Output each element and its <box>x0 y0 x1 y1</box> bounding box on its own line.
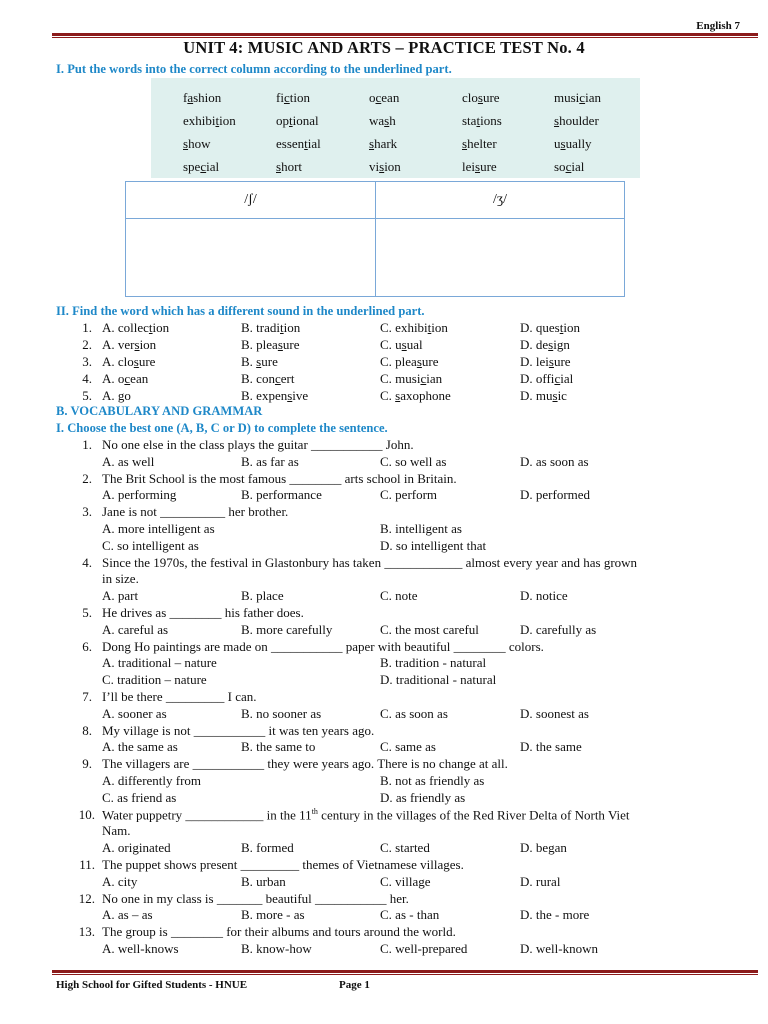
question-text: The group is ________ for their albums and tours around the world. <box>102 924 456 940</box>
underlined-sound: s <box>276 159 282 174</box>
underlined-sound: s <box>369 136 375 151</box>
footer-rule <box>52 970 758 973</box>
question-text: The villagers are ___________ they were years ago. There is no change at all. <box>102 756 508 772</box>
underlined-sound: t <box>215 113 220 128</box>
answer-option: B. the same to <box>241 739 316 755</box>
word-bank-word: essential <box>276 136 321 151</box>
answer-option: A. ocean <box>102 371 149 386</box>
answer-option: C. village <box>380 873 431 889</box>
answer-option: B. sure <box>241 354 278 369</box>
underlined-sound: c <box>124 371 131 386</box>
answer-option: A. go <box>102 388 131 403</box>
word-bank-word: show <box>183 136 211 151</box>
page-title: UNIT 4: MUSIC AND ARTS – PRACTICE TEST No. 4 <box>183 38 585 57</box>
underlined-sound: s <box>287 388 293 403</box>
question-text: He drives as ________ his father does. <box>102 605 304 620</box>
word-bank-word: stations <box>462 113 502 128</box>
underlined-sound: s <box>477 90 483 105</box>
question-text: The Brit School is the most famous ________ arts school in Britain. <box>102 470 457 486</box>
answer-option: D. leisure <box>520 354 571 369</box>
word-bank-word: short <box>276 159 303 174</box>
answer-option: C. musician <box>380 371 443 386</box>
question-text: No one else in the class plays the guitar ___________ John. <box>102 437 414 452</box>
underlined-sound: c <box>554 371 561 386</box>
question-text: No one in my class is _______ beautiful ___________ her. <box>102 890 409 906</box>
answer-option: B. expensive <box>241 388 309 403</box>
underlined-sound: t <box>148 320 153 335</box>
answer-option: B. no sooner as <box>241 705 322 721</box>
answer-option: A. well-knows <box>102 941 179 956</box>
answer-option: A. differently from <box>102 773 202 788</box>
answer-option: C. as friend as <box>102 789 177 805</box>
answer-option: A. more intelligent as <box>102 521 215 536</box>
underlined-sound: c <box>375 90 382 105</box>
answer-option: B. intelligent as <box>380 521 462 536</box>
underlined-sound: s <box>134 337 140 352</box>
answer-option: B. concert <box>241 371 295 386</box>
answer-option: C. perform <box>380 487 438 503</box>
underlined-sound: s <box>133 354 139 369</box>
answer-option: D. question <box>520 320 580 335</box>
answer-option: A. version <box>102 337 157 352</box>
answer-option: D. design <box>520 337 570 352</box>
sound-column-1: /ʃ/ <box>244 192 257 207</box>
section-b-subheading: I. Choose the best one (A, B, C or D) to complete the sentence. <box>56 421 388 435</box>
word-bank-word: shelter <box>462 136 497 151</box>
word-bank-word: closure <box>462 90 500 105</box>
word-bank-column <box>276 86 321 178</box>
underlined-sound: s <box>475 159 481 174</box>
underlined-sound: s <box>277 337 283 352</box>
question-text: My village is not ___________ it was ten years ago. <box>102 722 375 738</box>
answer-option: B. pleasure <box>241 337 300 352</box>
underlined-sound: s <box>416 354 422 369</box>
header-rule <box>52 33 758 36</box>
answer-option: D. official <box>520 371 574 386</box>
question-number: 5. <box>82 605 92 620</box>
underlined-sound: t <box>559 320 564 335</box>
superscript: th <box>311 806 318 816</box>
answer-option: C. exhibition <box>380 320 448 335</box>
underlined-sound: s <box>401 337 407 352</box>
section-b-heading: B. VOCABULARY AND GRAMMAR <box>56 404 263 418</box>
item-number: 2. <box>82 337 92 352</box>
word-bank-column <box>183 86 236 178</box>
answer-option: C. same as <box>380 739 436 755</box>
answer-option: A. careful as <box>102 621 169 637</box>
answer-option: A. originated <box>102 840 171 856</box>
answer-option: A. city <box>102 873 138 889</box>
underlined-sound: c <box>274 371 281 386</box>
question-text: The puppet shows present _________ themes of Vietnamese villages. <box>102 857 464 872</box>
question-number: 6. <box>82 638 92 654</box>
answer-option: C. the most careful <box>380 621 479 637</box>
answer-option: B. know-how <box>241 941 312 956</box>
underlined-sound: t <box>427 320 432 335</box>
answer-option: A. the same as <box>102 739 178 755</box>
answer-option: B. as far as <box>241 453 299 469</box>
answer-option: B. more - as <box>241 907 305 923</box>
answer-option: D. well-known <box>520 941 598 956</box>
question-number: 2. <box>82 470 92 486</box>
word-bank-word: usually <box>554 136 592 151</box>
word-bank-word: ocean <box>369 90 400 105</box>
question-text: Jane is not __________ her brother. <box>102 504 289 520</box>
underlined-sound: s <box>256 354 262 369</box>
answer-option: A. as – as <box>102 907 153 923</box>
question-text-continued: in size. <box>102 571 139 587</box>
underlined-sound: t <box>304 136 308 151</box>
word-bank-word: wash <box>369 113 396 128</box>
question-number: 11. <box>79 857 95 872</box>
item-number: 4. <box>82 371 92 386</box>
answer-option: D. notice <box>520 588 568 604</box>
word-bank-word: optional <box>276 113 319 128</box>
answer-option: C. saxophone <box>380 388 451 403</box>
underlined-sound: s <box>183 136 189 151</box>
answer-option: D. rural <box>520 873 561 889</box>
underlined-sound: s <box>395 388 401 403</box>
word-bank-word: shoulder <box>554 113 599 128</box>
item-number: 5. <box>82 388 92 403</box>
answer-option: B. performance <box>241 487 322 503</box>
underlined-sound: c <box>565 159 572 174</box>
word-bank-word: musician <box>554 90 601 105</box>
footer-page-number: Page 1 <box>339 979 370 991</box>
underlined-sound: s <box>379 159 385 174</box>
course-label: English 7 <box>696 20 740 32</box>
underlined-sound: s <box>560 136 566 151</box>
underlined-sound: t <box>289 113 293 128</box>
underlined-sound: s <box>548 354 554 369</box>
underlined-sound: s <box>462 136 468 151</box>
word-bank-word: exhibition <box>183 113 236 128</box>
part2-heading: II. Find the word which has a different sound in the underlined part. <box>56 304 425 318</box>
question-number: 13. <box>78 924 95 940</box>
footer-rule-thin <box>52 974 758 975</box>
underlined-sound: c <box>579 90 586 105</box>
word-bank-word: social <box>554 159 585 174</box>
word-bank-word: leisure <box>462 159 497 174</box>
underlined-sound: c <box>200 159 207 174</box>
answer-option: D. the same <box>520 739 582 755</box>
answer-option: B. not as friendly as <box>380 773 485 788</box>
sound-table <box>125 181 625 297</box>
word-bank-column <box>462 86 502 178</box>
word-bank-column <box>554 86 601 178</box>
answer-option: D. performed <box>520 487 591 503</box>
answer-option: C. usual <box>380 337 423 352</box>
question-number: 10. <box>78 806 95 822</box>
answer-option: B. tradition - natural <box>380 655 487 671</box>
question-number: 1. <box>82 437 92 452</box>
underlined-sound: s <box>552 388 558 403</box>
answer-option: D. soonest as <box>520 705 589 721</box>
footer-school: High School for Gifted Students - HNUE <box>56 979 248 991</box>
answer-option: C. pleasure <box>380 354 439 369</box>
answer-option: D. traditional - natural <box>380 672 497 688</box>
question-number: 8. <box>82 722 92 738</box>
answer-option: D. the - more <box>520 907 590 923</box>
part1-heading: I. Put the words into the correct column according to the underlined part. <box>56 62 452 76</box>
answer-option: A. as well <box>102 453 155 469</box>
answer-option: B. urban <box>241 873 286 889</box>
word-bank-word: special <box>183 159 220 174</box>
answer-option: B. formed <box>241 840 294 856</box>
underlined-sound: g <box>117 388 125 403</box>
sound-column-2: /ʒ/ <box>493 192 507 207</box>
question-text: I’ll be there _________ I can. <box>102 689 257 704</box>
underlined-sound: c <box>283 90 290 105</box>
answer-option: C. well-prepared <box>380 941 468 956</box>
answer-option: A. part <box>102 588 139 604</box>
underlined-sound: t <box>476 113 481 128</box>
answer-option: D. as friendly as <box>380 789 466 805</box>
underlined-sound: c <box>420 371 427 386</box>
answer-option: B. place <box>241 588 284 604</box>
answer-option: C. as soon as <box>380 705 448 721</box>
answer-option: D. as soon as <box>520 453 589 469</box>
answer-option: D. so intelligent that <box>380 537 487 553</box>
question-text-continued: Nam. <box>102 823 131 839</box>
word-bank-word: shark <box>369 136 398 151</box>
underlined-sound: s <box>384 113 390 128</box>
answer-option: A. sooner as <box>102 705 167 721</box>
answer-option: C. so intelligent as <box>102 537 199 553</box>
underlined-sound: s <box>554 113 560 128</box>
item-number: 3. <box>82 354 92 369</box>
item-number: 1. <box>82 320 92 335</box>
word-bank-column <box>369 86 401 178</box>
answer-option: C. tradition – nature <box>102 672 207 688</box>
question-number: 9. <box>82 756 92 772</box>
answer-option: B. tradition <box>241 320 301 335</box>
word-bank-word: fashion <box>183 90 222 105</box>
word-bank-word: vision <box>369 159 401 174</box>
answer-option: B. more carefully <box>241 621 333 637</box>
question-text: Since the 1970s, the festival in Glastonbury has taken ____________ almost every year and has grown <box>102 554 638 570</box>
answer-option: D. began <box>520 840 567 856</box>
answer-option: A. collection <box>102 320 170 335</box>
word-bank-word: fiction <box>276 90 310 105</box>
question-text: Water puppetry ____________ in the 11th century in the villages of the Red River Delta of North Viet <box>102 806 630 822</box>
answer-option: D. music <box>520 388 567 403</box>
answer-option: D. carefully as <box>520 621 597 637</box>
word-bank <box>151 78 640 178</box>
underlined-sound: t <box>280 320 284 335</box>
question-text: Dong Ho paintings are made on ___________ paper with beautiful ________ colors. <box>102 638 544 654</box>
question-number: 7. <box>82 689 92 704</box>
question-number: 3. <box>82 504 92 520</box>
underlined-sound: s <box>548 337 554 352</box>
underlined-sound: a <box>187 90 194 105</box>
answer-option: A. traditional – nature <box>102 655 217 671</box>
answer-option: C. so well as <box>380 453 447 469</box>
answer-option: C. note <box>380 588 418 604</box>
question-number: 12. <box>78 890 95 906</box>
answer-option: A. closure <box>102 354 156 369</box>
answer-option: A. performing <box>102 487 177 503</box>
answer-option: C. started <box>380 840 430 856</box>
answer-option: C. as - than <box>380 907 440 923</box>
question-number: 4. <box>82 554 92 570</box>
